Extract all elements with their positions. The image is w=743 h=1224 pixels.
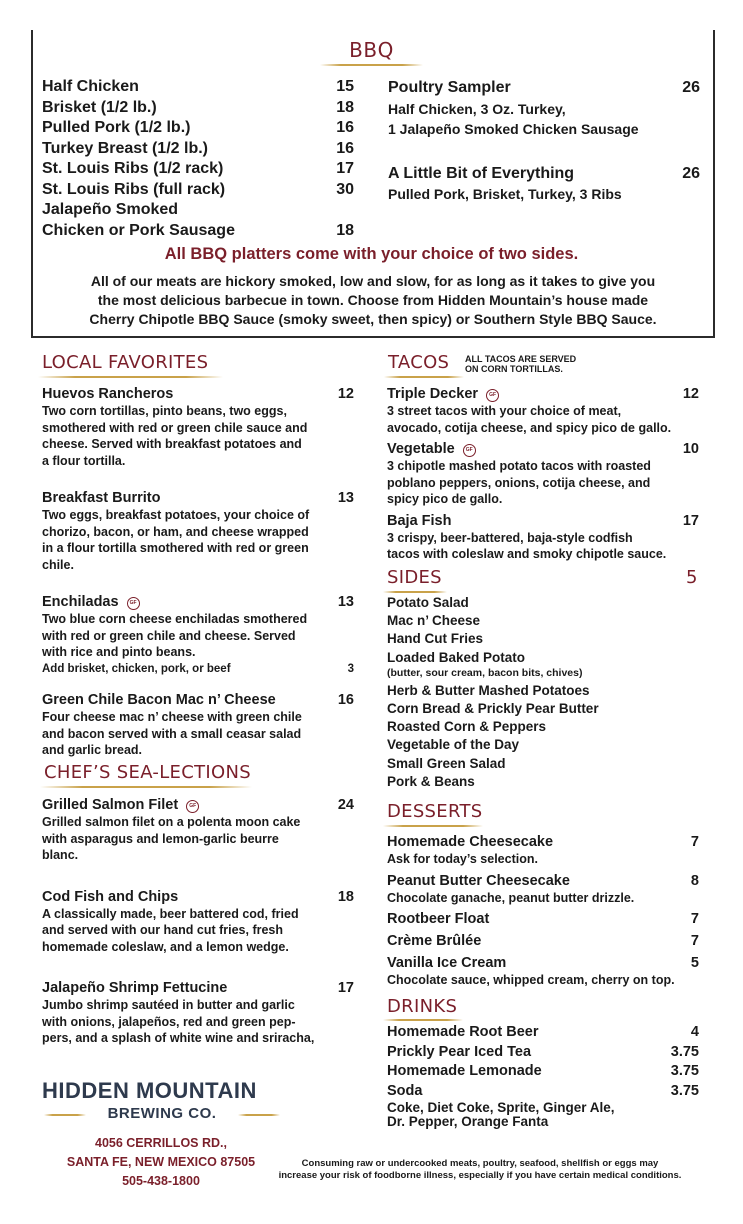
gluten-free-icon: GF [127,597,140,610]
bbq-title: BBQ [349,38,394,62]
menu-item: Jalapeño Shrimp Fettucine 17 Jumbo shrimp sautéed in butter and garlic with onions, jalapeños, red and green pep- pers, and a splash of white wine and sriracha, [42,980,354,1045]
bbq-item-desc: 1 Jalapeño Smoked Chicken Sausage [388,120,639,137]
side-item: Roasted Corn & Peppers [387,719,547,735]
menu-item: Green Chile Bacon Mac n’ Cheese 16 Four cheese mac n’ cheese with green chile and bacon served with a small ceasar salad and garlic bread. [42,692,354,757]
menu-item: Enchiladas GF 13 Two blue corn cheese enchiladas smothered with red or green chile and cheese. Served with rice and pinto beans. Add brisket, chicken, pork, or beef 3 [42,594,354,675]
side-item: Potato Salad [387,595,469,610]
tacos-title: TACOS [388,352,450,373]
side-item: Vegetable of the Day [387,737,520,753]
desserts-title-rule [383,825,483,827]
brand-name: HIDDEN MOUNTAIN [42,1078,257,1103]
desserts-list [387,833,699,989]
menu-item: Triple Decker GF 12 3 street tacos with your choice of meat, avocado, cotija cheese, and spicy pico de gallo. [387,386,699,435]
bbq-item-desc: Half Chicken, 3 Oz. Turkey, [388,100,566,117]
menu-item: Crème Brûlée 7 [387,933,699,949]
menu-item: Breakfast Burrito 13 Two eggs, breakfast potatoes, your choice of chorizo, bacon, or ham, and cheese wrapped in a flour tortilla smothered with red or green chile. [42,490,354,572]
bbq-item: St. Louis Ribs (1/2 rack) 17 [42,160,354,177]
sides-title-rule [383,591,447,593]
tacos-note: ALL TACOS ARE SERVED ON CORN TORTILLAS. [465,354,577,374]
food-safety-disclaimer: Consuming raw or undercooked meats, poultry, seafood, shellfish or eggs may increase your risk of foodborne illness, especially if you have certain medical conditions. [278,1158,682,1181]
sides-title: SIDES [387,567,442,588]
menu-item: Homemade Cheesecake 7 Ask for today’s selection. [387,834,699,866]
bbq-item: Pulled Pork (1/2 lb.) 16 [42,119,354,136]
menu-item: Grilled Salmon Filet GF 24 Grilled salmon filet on a polenta moon cake with asparagus and lemon-garlic beurre blanc. [42,797,354,862]
bbq-item: Poultry Sampler 26 [388,79,700,96]
soda-desc: Coke, Diet Coke, Sprite, Ginger Ale, Dr. Pepper, Orange Fanta [387,1100,615,1129]
menu-item: Vegetable GF 10 3 chipotle mashed potato tacos with roasted poblano peppers, onions, cotija cheese, and spicy pico de gallo. [387,441,699,506]
drink-item: Prickly Pear Iced Tea 3.75 [387,1043,699,1060]
drink-item: Homemade Lemonade 3.75 [387,1063,699,1079]
side-item: Mac n’ Cheese [387,613,481,629]
bbq-item: St. Louis Ribs (full rack) 30 [42,180,354,198]
bbq-blurb: All of our meats are hickory smoked, low and slow, for as long as it takes to give you the most delicious barbecue in town. Choose from Hidden Mountain’s house made Cherry Chipotle BBQ Sauce (smoky sweet, then spicy) or Southern Style BBQ Sauce. [89,273,657,327]
drinks-title: DRINKS [387,996,458,1017]
local-title-rule [38,376,223,378]
drinks-title-rule [383,1019,463,1021]
bbq-item-desc: Pulled Pork, Brisket, Turkey, 3 Ribs [388,186,622,202]
side-item: Small Green Salad [387,755,506,771]
local-favorites-list [42,385,354,759]
side-item: Hand Cut Fries [387,631,484,647]
gluten-free-icon: GF [186,800,199,813]
bbq-sides-note: All BBQ platters come with your choice of two sides. [164,245,579,263]
tacos-title-rule [384,376,464,378]
chef-selections-title: CHEF’S SEA-LECTIONS [44,762,251,783]
bbq-item: Half Chicken 15 [42,78,354,95]
chef-title-rule [40,786,252,788]
menu-item: Baja Fish 17 3 crispy, beer-battered, baja-style codfish tacos with coleslaw and smoky chipotle sauce. [387,512,699,561]
chef-selections-list [42,796,354,1047]
brand-rule-right [238,1114,280,1116]
bbq-right-list [388,78,700,204]
drink-item: Soda 3.75 [387,1082,699,1099]
bbq-title-rule [320,64,423,66]
tacos-list [387,385,699,563]
local-favorites-title: LOCAL FAVORITES [42,352,209,373]
menu-item: Peanut Butter Cheesecake 8 Chocolate ganache, peanut butter drizzle. [387,872,699,905]
brand-address: 4056 CERRILLOS RD., SANTA FE, NEW MEXICO 87505 505-438-1800 [66,1136,256,1188]
drinks-list [387,1023,699,1129]
menu-item: Huevos Rancheros 12 Two corn tortillas, pinto beans, two eggs, smothered with red or green chile sauce and cheese. Served with breakfast potatoes and a flour tortilla. [42,386,354,468]
bbq-item: Brisket (1/2 lb.) 18 [42,98,354,116]
sides-list [387,594,699,791]
side-item-desc: (butter, sour cream, bacon bits, chives) [387,666,583,679]
bbq-item: Chicken or Pork Sausage 18 [42,221,354,239]
bbq-item: A Little Bit of Everything 26 [388,164,700,182]
side-item: Loaded Baked Potato [387,649,526,665]
bbq-item: Turkey Breast (1/2 lb.) 16 [42,139,354,157]
brand-rule-left [44,1114,86,1116]
side-item: Corn Bread & Prickly Pear Butter [387,701,599,717]
bbq-left-list [42,77,354,241]
bbq-item: Jalapeño Smoked [42,201,179,218]
menu-item: Rootbeer Float 7 [387,911,699,927]
gluten-free-icon: GF [486,389,499,402]
sides-price: 5 [686,567,698,588]
gluten-free-icon: GF [463,444,476,457]
drink-item: Homemade Root Beer 4 [387,1024,699,1040]
brand-sub: BREWING CO. [107,1105,217,1122]
menu-item: Vanilla Ice Cream 5 Chocolate sauce, whipped cream, cherry on top. [387,955,699,987]
menu-item: Cod Fish and Chips 18 A classically made, beer battered cod, fried and served with our hand cut fries, fresh homemade coleslaw, and a lemon wedge. [42,888,354,954]
desserts-title: DESSERTS [387,801,483,822]
side-item: Pork & Beans [387,773,475,789]
side-item: Herb & Butter Mashed Potatoes [387,682,590,698]
